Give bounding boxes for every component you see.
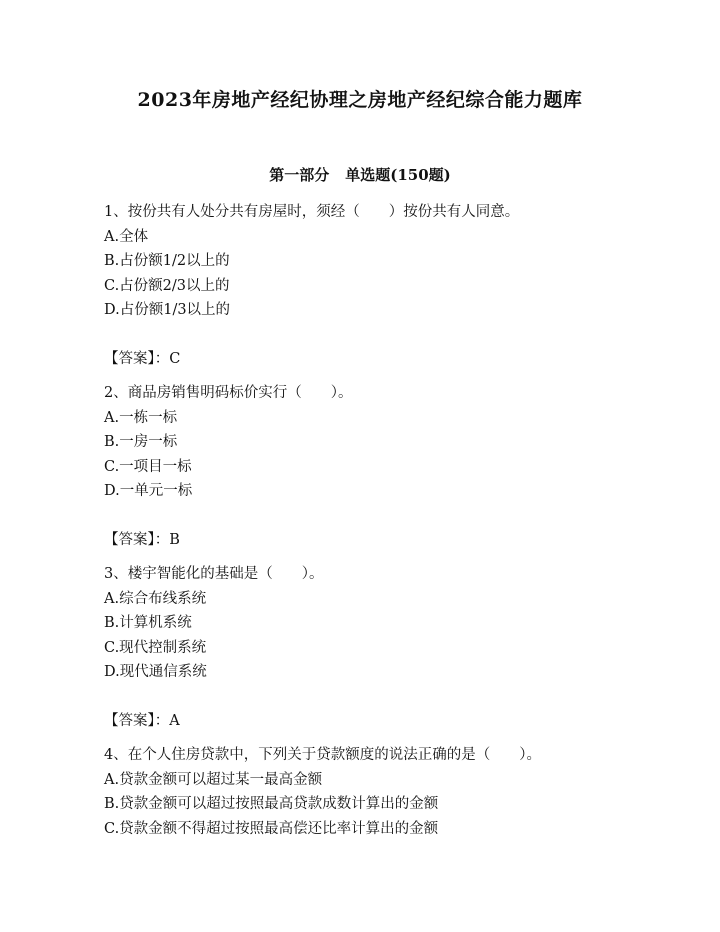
answer bbox=[104, 528, 664, 553]
question-stem: 1、按份共有人处分共有房屋时，须经（ ）按份共有人同意。 bbox=[104, 204, 520, 220]
option-c: C.贷款金额不得超过按照最高偿还比率计算出的金额 bbox=[104, 820, 439, 837]
section-title bbox=[0, 164, 720, 186]
question-stem: 4、在个人住房贷款中，下列关于贷款额度的说法正确的是（ ）。 bbox=[104, 747, 541, 763]
section-name: 单选题(150题) bbox=[345, 166, 451, 184]
answer-value: C bbox=[169, 350, 181, 367]
answer-value: A bbox=[169, 712, 180, 729]
option-a: A.一栋一标 bbox=[104, 409, 178, 426]
answer-label: 【答案】： bbox=[104, 712, 170, 729]
question-stem: 2、商品房销售明码标价实行（ ）。 bbox=[104, 385, 353, 401]
option-b: B.贷款金额可以超过按照最高贷款成数计算出的金额 bbox=[104, 796, 439, 812]
option-d: D.现代通信系统 bbox=[104, 664, 207, 680]
question-4 bbox=[104, 743, 664, 841]
option-a: A.贷款金额可以超过某一最高金额 bbox=[104, 771, 323, 788]
question-1 bbox=[104, 200, 664, 371]
question-3 bbox=[104, 562, 664, 733]
answer bbox=[104, 709, 664, 734]
section-part: 第一部分 bbox=[269, 166, 330, 184]
answer bbox=[104, 347, 664, 372]
answer-label: 【答案】： bbox=[104, 531, 170, 548]
option-c: C.现代控制系统 bbox=[104, 639, 207, 656]
option-a: A.综合布线系统 bbox=[104, 590, 207, 607]
option-c: C.占份额2/3以上的 bbox=[104, 277, 230, 294]
answer-label: 【答案】： bbox=[104, 350, 170, 367]
answer-value: B bbox=[169, 531, 180, 548]
option-b: B.一房一标 bbox=[104, 434, 178, 450]
document-title: 2023年房地产经纪协理之房地产经纪综合能力题库 bbox=[137, 89, 583, 111]
option-a: A.全体 bbox=[104, 228, 149, 245]
option-b: B.计算机系统 bbox=[104, 615, 192, 631]
option-d: D.一单元一标 bbox=[104, 483, 193, 499]
question-stem: 3、楼宇智能化的基础是（ ）。 bbox=[104, 566, 324, 582]
question-list bbox=[104, 200, 664, 841]
question-2 bbox=[104, 381, 664, 552]
option-b: B.占份额1/2以上的 bbox=[104, 253, 230, 269]
option-c: C.一项目一标 bbox=[104, 458, 192, 475]
option-d: D.占份额1/3以上的 bbox=[104, 302, 231, 318]
